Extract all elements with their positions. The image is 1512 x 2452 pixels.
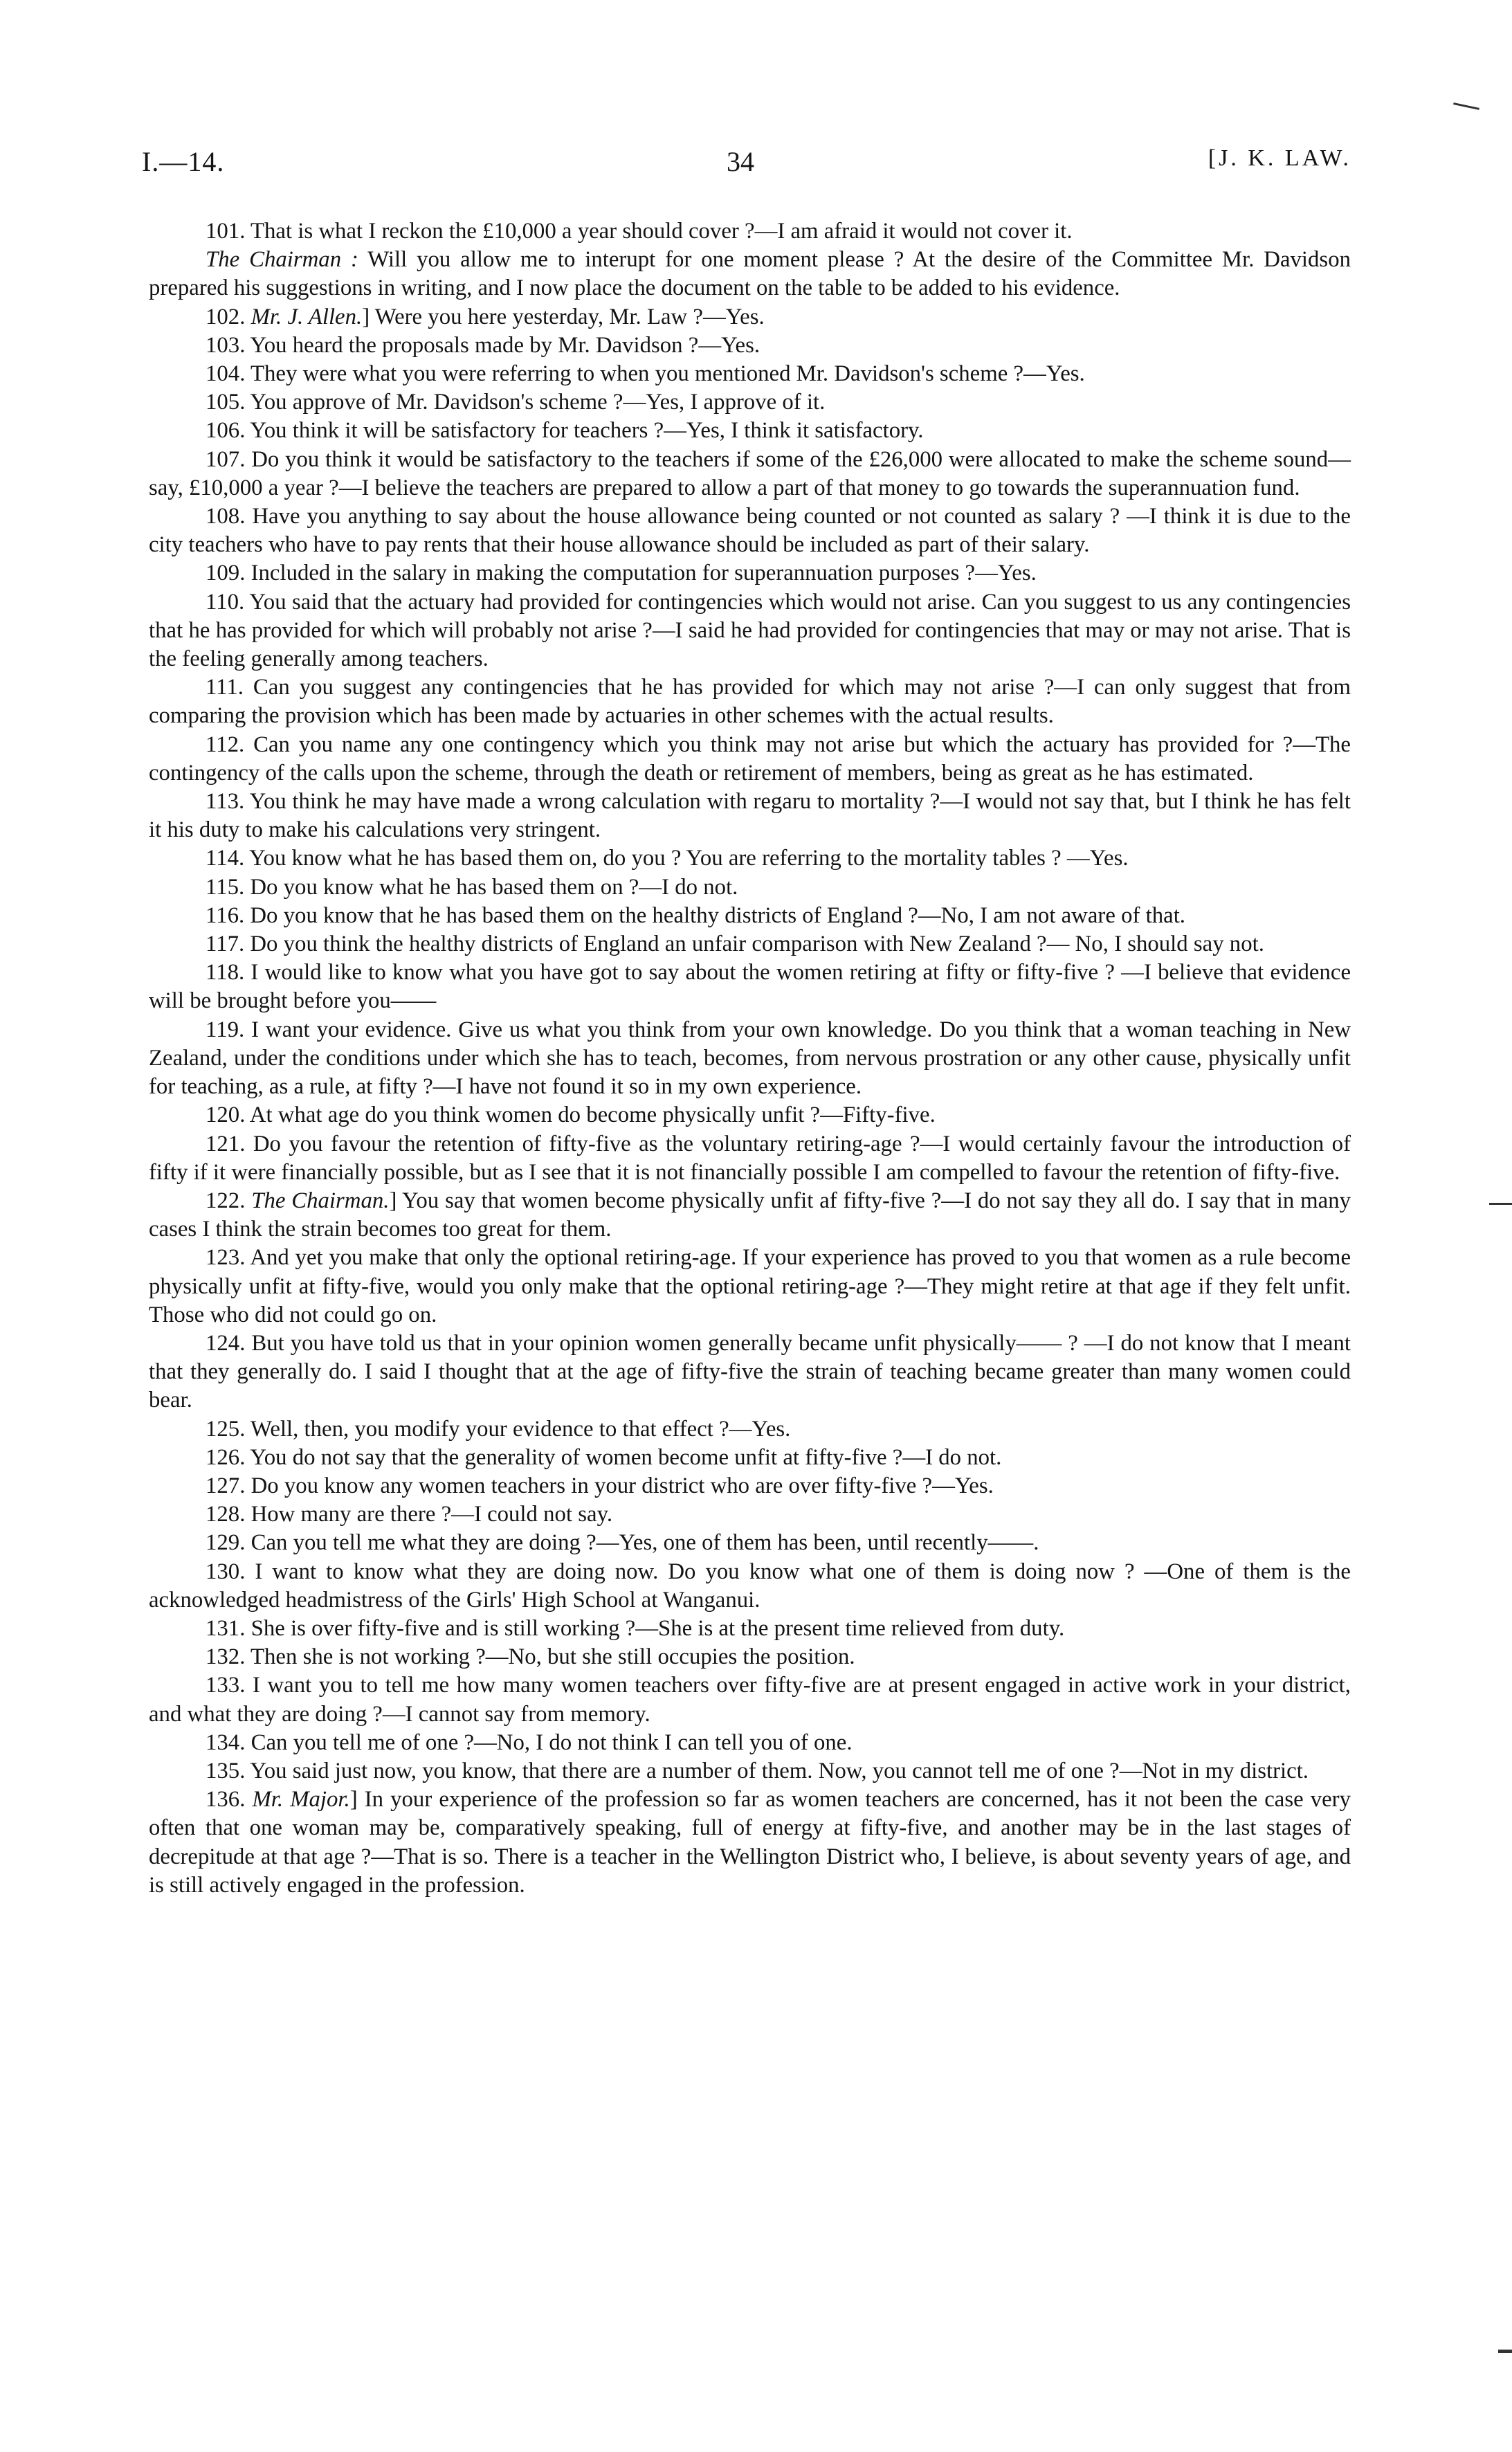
page-header <box>0 145 1512 187</box>
evidence-paragraph <box>149 673 1351 730</box>
evidence-paragraph <box>149 844 1351 873</box>
paragraph-text: 115. Do you know what he has based them on ?—I do not. <box>206 874 738 900</box>
paragraph-text-continued: ] In your experience of the profession so far as women teachers are concerned, has it not been the case very often that one woman may be, comparatively speaking, full of energy at fifty-five, and another may be in the last stages of decrepitude at that age ?—That is so. There is a teacher in the Wellington District who, I believe, is about seventy years of age, and is still actively engaged in the profession. <box>149 1787 1351 1898</box>
margin-mark-bottom-right <box>1498 2350 1512 2353</box>
paragraph-text: 111. Can you suggest any contingencies that he has provided for which may not arise ?—I can only suggest that from comparing the provision which has been made by actuaries in other schemes with the actual results. <box>149 675 1351 729</box>
evidence-paragraph <box>149 1729 1351 1757</box>
margin-mark-top-right <box>1453 102 1479 110</box>
paragraph-text: 104. They were what you were referring to when you mentioned Mr. Davidson's scheme ?—Yes. <box>206 361 1085 387</box>
evidence-paragraph <box>149 1615 1351 1643</box>
paragraph-text: 102. <box>206 304 251 329</box>
paragraph-text: 119. I want your evidence. Give us what you think from your own knowledge. Do you think that a woman teaching in New Zealand, under the conditions under which she has to teach, becomes, from nervous prostration or any other cause, physically unfit for teaching, as a rule, at fifty ?—I have not found it so in my own experience. <box>149 1017 1351 1100</box>
evidence-paragraph <box>149 588 1351 674</box>
paragraph-text: 136. <box>206 1787 253 1813</box>
paragraph-text: 121. Do you favour the retention of fifty-five as the voluntary retiring-age ?—I would certainly favour the introduction of fifty if it were financially possible, but as I see that it is not financially possible I am compelled to favour the retention of fifty-five. <box>149 1131 1351 1185</box>
paragraph-text: 117. Do you think the healthy districts of England an unfair comparison with New Zealand ?— No, I should say not. <box>206 932 1264 957</box>
evidence-paragraph <box>149 332 1351 360</box>
evidence-paragraph <box>149 303 1351 332</box>
evidence-paragraph <box>149 930 1351 959</box>
evidence-paragraph <box>149 1671 1351 1728</box>
speaker-name: The Chairman : <box>206 247 358 273</box>
evidence-paragraph <box>149 1558 1351 1615</box>
paragraph-text: 105. You approve of Mr. Davidson's scheme ?—Yes, I approve of it. <box>206 390 826 415</box>
evidence-paragraph <box>149 1472 1351 1500</box>
paragraph-text: 127. Do you know any women teachers in your district who are over fifty-five ?—Yes. <box>206 1473 994 1498</box>
evidence-paragraph <box>149 1415 1351 1444</box>
paragraph-text: 132. Then she is not working ?—No, but she still occupies the position. <box>206 1644 855 1670</box>
evidence-paragraph <box>149 1786 1351 1900</box>
paragraph-text: 118. I would like to know what you have got to say about the women retiring at fifty or fifty-five ? —I believe that evidence will be brought before you—— <box>149 960 1351 1014</box>
paragraph-text: 125. Well, then, you modify your evidence to that effect ?—Yes. <box>206 1416 791 1442</box>
paragraph-text: 126. You do not say that the generality of women become unfit at fifty-five ?—I do not. <box>206 1444 1002 1470</box>
evidence-paragraph <box>149 559 1351 588</box>
evidence-paragraph <box>149 1757 1351 1786</box>
paragraph-text: 130. I want to know what they are doing now. Do you know what one of them is doing now ? —One of them is the acknowledged headmistress of the Girls' High School at Wanganui. <box>149 1559 1351 1613</box>
header-witness-name: [J. K. LAW. <box>1208 145 1351 171</box>
paragraph-text: 109. Included in the salary in making the computation for superannuation purposes ?—Yes. <box>206 561 1037 586</box>
paragraph-text: 103. You heard the proposals made by Mr. Davidson ?—Yes. <box>206 332 760 358</box>
evidence-paragraph <box>149 388 1351 417</box>
header-page-number: 34 <box>727 146 754 177</box>
speaker-name: The Chairman. <box>251 1188 390 1213</box>
evidence-paragraph <box>149 788 1351 844</box>
paragraph-text-continued: Will you allow me to interupt for one moment please ? At the desire of the Committee Mr. Davidson prepared his suggestions in writing, and I now place the document on the table to be added to his evidence. <box>149 247 1351 301</box>
evidence-paragraph <box>149 731 1351 788</box>
paragraph-text: 135. You said just now, you know, that there are a number of them. Now, you cannot tell me of one ?—Not in my district. <box>206 1758 1309 1783</box>
paragraph-text: 108. Have you anything to say about the house allowance being counted or not counted as salary ? —I think it is due to the city teachers who have to pay rents that their house allowance should be included as part of their salary. <box>149 504 1351 558</box>
paragraph-text: 116. Do you know that he has based them on the healthy districts of England ?—No, I am not aware of that. <box>206 902 1185 928</box>
evidence-paragraph <box>149 1529 1351 1557</box>
paragraph-text: 110. You said that the actuary had provided for contingencies which would not arise. Can you suggest to us any contingencies that he has provided for which will probably not arise ?—I said he had provided for contingencies that may or may not arise. That is the feeling generally among teachers. <box>149 589 1351 672</box>
paragraph-text: 106. You think it will be satisfactory for teachers ?—Yes, I think it satisfactory. <box>206 418 924 444</box>
evidence-paragraph <box>149 217 1351 246</box>
paragraph-text: 128. How many are there ?—I could not say. <box>206 1502 613 1527</box>
evidence-paragraph <box>149 1016 1351 1102</box>
paragraph-text: 113. You think he may have made a wrong calculation with regaru to mortality ?—I would not say that, but I think he has felt it his duty to make his calculations very stringent. <box>149 789 1351 843</box>
speaker-name: Mr. J. Allen. <box>251 304 363 329</box>
evidence-paragraph <box>149 1643 1351 1671</box>
speaker-name: Mr. Major. <box>252 1787 350 1813</box>
paragraph-text-continued: ] You say that women become physically unfit af fifty-five ?—I do not say they all do. I say that in many cases I think the strain becomes too great for them. <box>149 1188 1351 1242</box>
paragraph-text: 133. I want you to tell me how many women teachers over fifty-five are at present engaged in active work in your district, and what they are doing ?—I cannot say from memory. <box>149 1673 1351 1727</box>
paragraph-text-continued: ] Were you here yesterday, Mr. Law ?—Yes. <box>362 304 765 329</box>
document-body <box>149 217 1351 1900</box>
paragraph-text: 131. She is over fifty-five and is still working ?—She is at the present time relieved from duty. <box>206 1615 1065 1641</box>
evidence-paragraph <box>149 417 1351 445</box>
evidence-paragraph <box>149 1329 1351 1415</box>
evidence-paragraph <box>149 1500 1351 1529</box>
evidence-paragraph <box>149 360 1351 388</box>
paragraph-text: 120. At what age do you think women do become physically unfit ?—Fifty-five. <box>206 1102 936 1128</box>
paragraph-text: 134. Can you tell me of one ?—No, I do not think I can tell you of one. <box>206 1729 853 1755</box>
paragraph-text: 101. That is what I reckon the £10,000 a year should cover ?—I am afraid it would not cover it. <box>206 219 1073 244</box>
evidence-paragraph <box>149 1130 1351 1187</box>
evidence-paragraph <box>149 1187 1351 1244</box>
evidence-paragraph <box>149 446 1351 502</box>
paragraph-text: 112. Can you name any one contingency which you think may not arise but which the actuary has provided for ?—The contingency of the calls upon the scheme, through the death or retirement of members, being as great as he has estimated. <box>149 732 1351 785</box>
evidence-paragraph <box>149 873 1351 902</box>
paragraph-text: 123. And yet you make that only the optional retiring-age. If your experience has proved to you that women as a rule become physically unfit at fifty-five, would you only make that the optional retiring-age ?—They might retire at that age if they felt unfit. Those who did not could go on. <box>149 1245 1351 1327</box>
margin-mark-right <box>1489 1203 1512 1205</box>
evidence-paragraph <box>149 1444 1351 1472</box>
paragraph-text: 129. Can you tell me what they are doing ?—Yes, one of them has been, until recently——. <box>206 1530 1039 1556</box>
evidence-paragraph <box>149 959 1351 1015</box>
evidence-paragraph <box>149 1244 1351 1329</box>
paragraph-text: 114. You know what he has based them on, do you ? You are referring to the mortality tables ? —Yes. <box>206 846 1129 871</box>
header-paper-number: I.—14. <box>142 146 225 177</box>
evidence-paragraph <box>149 1101 1351 1129</box>
paragraph-text: 124. But you have told us that in your opinion women generally became unfit physically—— ? —I do not know that I meant that they generally do. I said I thought that at the age of fifty-five the strain of teaching became greater than many women could bear. <box>149 1330 1351 1413</box>
paragraph-text: 122. <box>206 1188 252 1213</box>
evidence-paragraph <box>149 502 1351 559</box>
paragraph-text: 107. Do you think it would be satisfactory to the teachers if some of the £26,000 were allocated to make the scheme sound—say, £10,000 a year ?—I believe the teachers are prepared to allow a part of that money to go towards the superannuation fund. <box>149 446 1351 500</box>
evidence-paragraph <box>149 902 1351 930</box>
evidence-paragraph <box>149 246 1351 302</box>
